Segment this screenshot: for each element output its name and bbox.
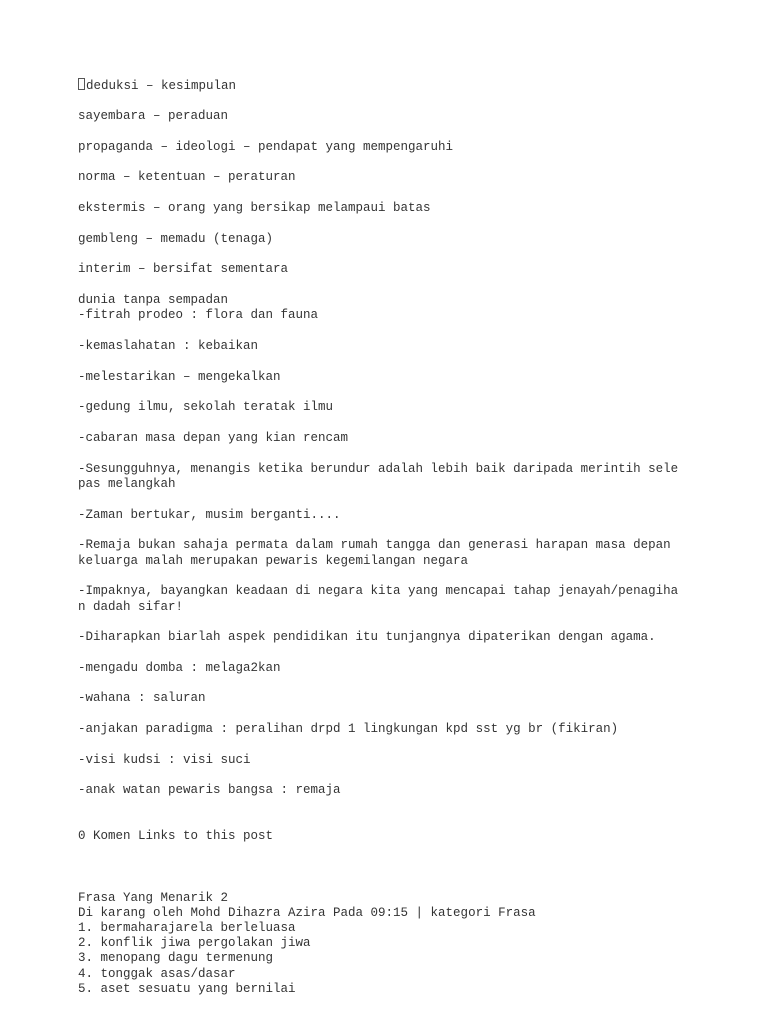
note-line: sayembara – peraduan <box>78 109 229 123</box>
note-line: dunia tanpa sempadan <box>78 293 229 307</box>
post-byline: Di karang oleh Mohd Dihazra Azira Pada 09:15 | kategori Frasa <box>78 906 536 920</box>
note-line: -anjakan paradigma : peralihan drpd 1 lingkungan kpd sst yg br (fikiran) <box>78 722 619 736</box>
note-line: norma – ketentuan – peraturan <box>78 170 296 184</box>
note-line: keluarga malah merupakan pewaris kegemilangan negara <box>78 554 469 568</box>
note-line: -cabaran masa depan yang kian rencam <box>78 431 349 445</box>
note-line: -fitrah prodeo : flora dan fauna <box>78 308 319 322</box>
list-item: 1. bermaharajarela berleluasa <box>78 921 296 935</box>
note-line: -kemaslahatan : kebaikan <box>78 339 259 353</box>
list-item: 2. konflik jiwa pergolakan jiwa <box>78 936 311 950</box>
note-line: -anak watan pewaris bangsa : remaja <box>78 783 341 797</box>
note-line: deduksi – kesimpulan <box>78 78 236 94</box>
list-item: 3. menopang dagu termenung <box>78 951 274 965</box>
note-line: interim – bersifat sementara <box>78 262 289 276</box>
note-line: -gedung ilmu, sekolah teratak ilmu <box>78 400 334 414</box>
note-line: -Impaknya, bayangkan keadaan di negara kita yang mencapai tahap jenayah/penagiha <box>78 584 679 598</box>
missing-glyph-icon <box>78 78 85 90</box>
note-line: n dadah sifar! <box>78 600 184 614</box>
note-line: -mengadu domba : melaga2kan <box>78 661 281 675</box>
note-line: -Diharapkan biarlah aspek pendidikan itu tunjangnya dipaterikan dengan agama. <box>78 630 656 644</box>
note-line: -melestarikan – mengekalkan <box>78 370 281 384</box>
note-line: pas melangkah <box>78 477 176 491</box>
note-line: -Remaja bukan sahaja permata dalam rumah tangga dan generasi harapan masa depan <box>78 538 671 552</box>
post-title: Frasa Yang Menarik 2 <box>78 891 229 905</box>
note-line: ekstermis – orang yang bersikap melampaui batas <box>78 201 431 215</box>
note-line: -wahana : saluran <box>78 691 206 705</box>
list-item: 5. aset sesuatu yang bernilai <box>78 982 296 996</box>
note-line: propaganda – ideologi – pendapat yang mempengaruhi <box>78 140 454 154</box>
note-line: gembleng – memadu (tenaga) <box>78 232 274 246</box>
note-line: -visi kudsi : visi suci <box>78 753 251 767</box>
note-line: -Sesungguhnya, menangis ketika berundur adalah lebih baik daripada merintih sele <box>78 462 679 476</box>
note-line: -Zaman bertukar, musim berganti.... <box>78 508 341 522</box>
list-item: 4. tonggak asas/dasar <box>78 967 236 981</box>
comments-link[interactable]: 0 Komen Links to this post <box>78 829 274 843</box>
